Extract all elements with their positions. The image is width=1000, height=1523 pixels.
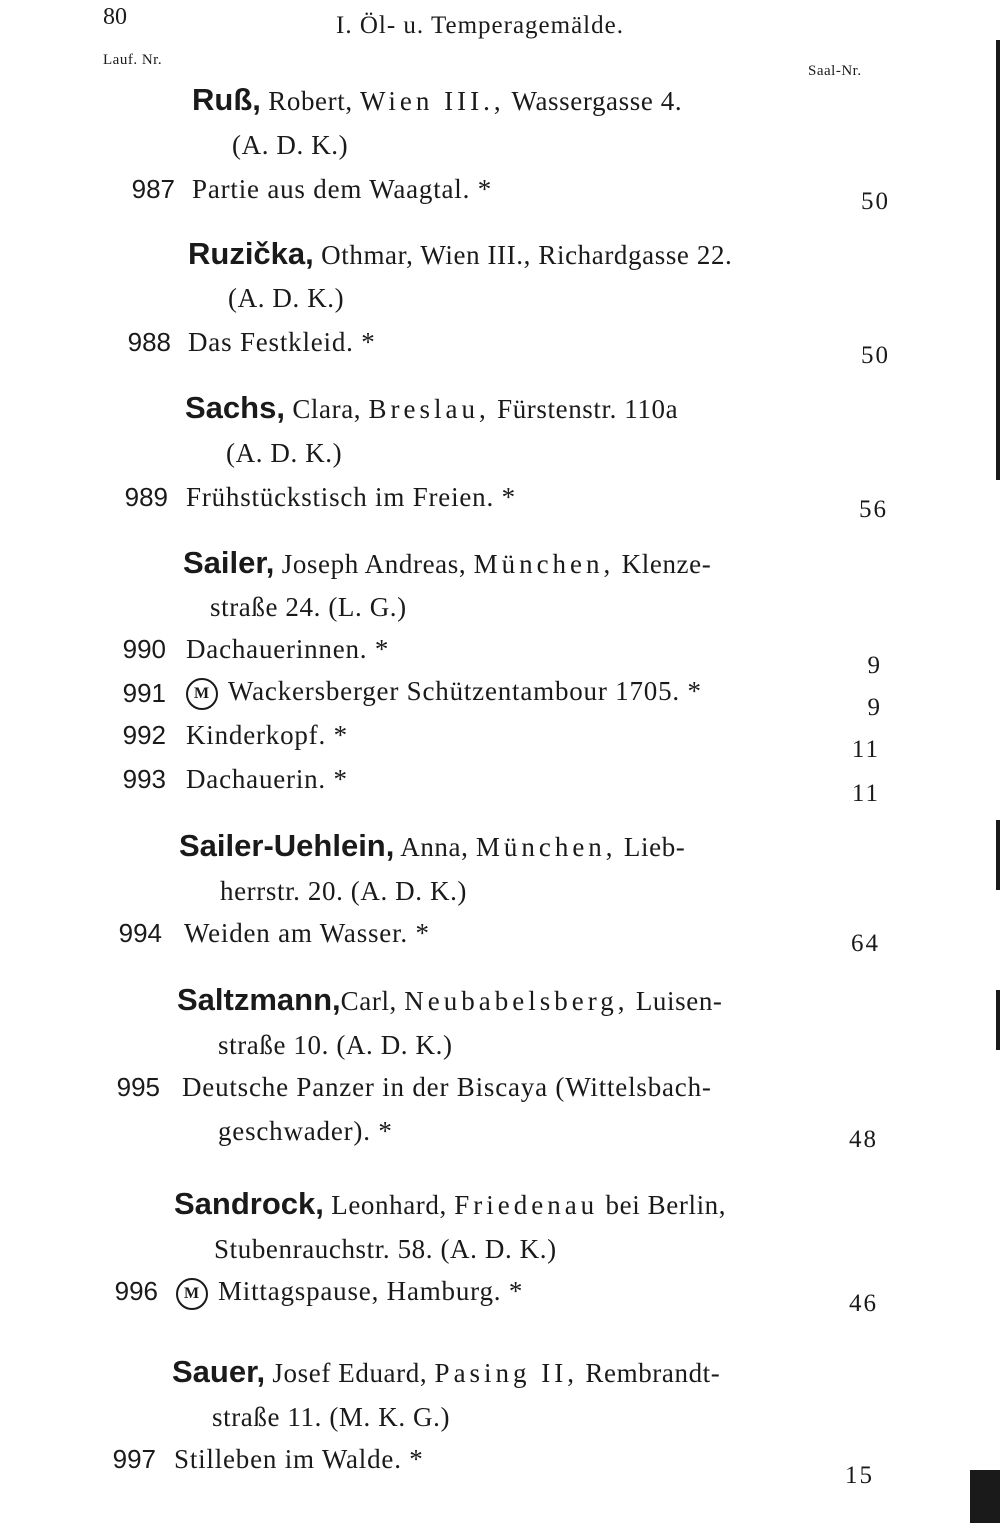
artist-affiliation: straße 24. (L. G.) — [210, 592, 407, 622]
room-number: 15 — [845, 1462, 874, 1489]
scan-edge — [970, 1470, 1000, 1523]
scan-edge — [996, 40, 1000, 480]
artist-address: Klenze- — [621, 549, 712, 579]
artist-heading — [174, 1186, 726, 1222]
artist-given-name: Leonhard, — [331, 1190, 447, 1220]
room-number: 11 — [851, 736, 880, 763]
work-title: Das Festkleid. * — [188, 327, 376, 357]
artist-heading — [172, 1354, 720, 1390]
artist-heading — [188, 236, 732, 272]
artist-city: München, — [475, 832, 617, 862]
medal-m-icon: M — [186, 678, 218, 710]
catalog-number: 996 — [114, 1276, 158, 1306]
work-title: Stilleben im Walde. * — [174, 1444, 424, 1474]
artist-affiliation: straße 11. (M. K. G.) — [212, 1402, 451, 1432]
page-number: 80 — [103, 4, 127, 30]
artist-address: Richardgasse 22. — [538, 240, 733, 270]
catalog-number: 987 — [131, 174, 175, 204]
medal-m-icon: M — [176, 1278, 208, 1310]
artist-city: Breslau, — [368, 394, 490, 424]
artist-address: Fürstenstr. 110a — [497, 394, 679, 424]
room-number: 9 — [867, 652, 882, 679]
artist-heading — [183, 545, 711, 581]
work-title: Partie aus dem Waagtal. * — [192, 174, 492, 204]
artist-city: Neubabelsberg, — [404, 986, 629, 1016]
artist-heading — [177, 982, 723, 1018]
artist-given-name: Joseph Andreas, — [281, 549, 467, 579]
artist-given-name: Carl, — [340, 986, 397, 1016]
catalog-number: 991 — [122, 678, 166, 708]
artist-city: Friedenau — [454, 1190, 599, 1220]
artist-name: Ruß, — [192, 82, 261, 117]
work-title: Kinderkopf. * — [186, 720, 348, 750]
artist-name: Sachs, — [185, 390, 285, 425]
work-title: Wackersberger Schützentambour 1705. * — [228, 676, 702, 706]
artist-affiliation: (A. D. K.) — [232, 130, 349, 160]
artist-address: Wassergasse 4. — [511, 86, 683, 116]
running-title: I. Öl- u. Temperagemälde. — [336, 12, 624, 39]
artist-given-name: Anna, — [400, 832, 469, 862]
room-number: 46 — [849, 1290, 878, 1317]
artist-address: Lieb- — [623, 832, 686, 862]
artist-city: Pasing II, — [434, 1358, 579, 1388]
artist-heading — [185, 390, 678, 426]
room-number: 50 — [861, 188, 890, 215]
scan-edge — [996, 820, 1000, 890]
column-header-lauf-nr: Lauf. Nr. — [103, 52, 163, 68]
artist-name: Sailer-Uehlein, — [179, 828, 395, 863]
work-title-continuation: geschwader). * — [218, 1116, 393, 1146]
artist-given-name: Josef Eduard, — [272, 1358, 428, 1388]
artist-affiliation: straße 10. (A. D. K.) — [218, 1030, 453, 1060]
artist-name: Ruzička, — [188, 236, 314, 271]
catalog-number: 988 — [127, 327, 171, 357]
artist-city: Wien III., — [360, 86, 505, 116]
work-title: Mittagspause, Hamburg. * — [218, 1276, 524, 1306]
artist-city: Wien III., — [420, 240, 531, 270]
room-number: 56 — [859, 496, 888, 523]
room-number: 11 — [851, 780, 880, 807]
artist-address: Luisen- — [635, 986, 723, 1016]
work-title: Weiden am Wasser. * — [184, 918, 430, 948]
artist-address: Rembrandt- — [585, 1358, 721, 1388]
catalog-number: 993 — [122, 764, 166, 794]
room-number: 50 — [861, 342, 890, 369]
artist-affiliation: herrstr. 20. (A. D. K.) — [220, 876, 468, 906]
artist-affiliation: (A. D. K.) — [226, 438, 343, 468]
artist-name: Sailer, — [183, 545, 275, 580]
column-header-saal-nr: Saal-Nr. — [808, 63, 862, 79]
scan-edge — [996, 990, 1000, 1050]
catalog-number: 995 — [116, 1072, 160, 1102]
artist-address: bei Berlin, — [605, 1190, 727, 1220]
work-title-line — [176, 1276, 523, 1310]
catalog-number: 997 — [112, 1444, 156, 1474]
artist-given-name: Robert, — [268, 86, 353, 116]
work-title: Frühstückstisch im Freien. * — [186, 482, 516, 512]
artist-name: Sandrock, — [174, 1186, 324, 1221]
artist-given-name: Othmar, — [321, 240, 414, 270]
artist-heading — [192, 82, 682, 118]
work-title: Dachauerin. * — [186, 764, 348, 794]
artist-name: Saltzmann, — [177, 982, 341, 1017]
artist-city: München, — [473, 549, 615, 579]
artist-affiliation: (A. D. K.) — [228, 283, 345, 313]
artist-name: Sauer, — [172, 1354, 266, 1389]
artist-heading — [179, 828, 685, 864]
room-number: 9 — [867, 694, 882, 721]
artist-given-name: Clara, — [292, 394, 362, 424]
work-title: Dachauerinnen. * — [186, 634, 390, 664]
room-number: 48 — [849, 1126, 878, 1153]
catalog-number: 992 — [122, 720, 166, 750]
room-number: 64 — [851, 930, 880, 957]
work-title-line — [186, 676, 702, 710]
catalog-number: 989 — [124, 482, 168, 512]
catalog-number: 994 — [118, 918, 162, 948]
catalog-number: 990 — [122, 634, 166, 664]
work-title: Deutsche Panzer in der Biscaya (Wittelsbach- — [182, 1072, 712, 1102]
artist-affiliation: Stubenrauchstr. 58. (A. D. K.) — [214, 1234, 557, 1264]
